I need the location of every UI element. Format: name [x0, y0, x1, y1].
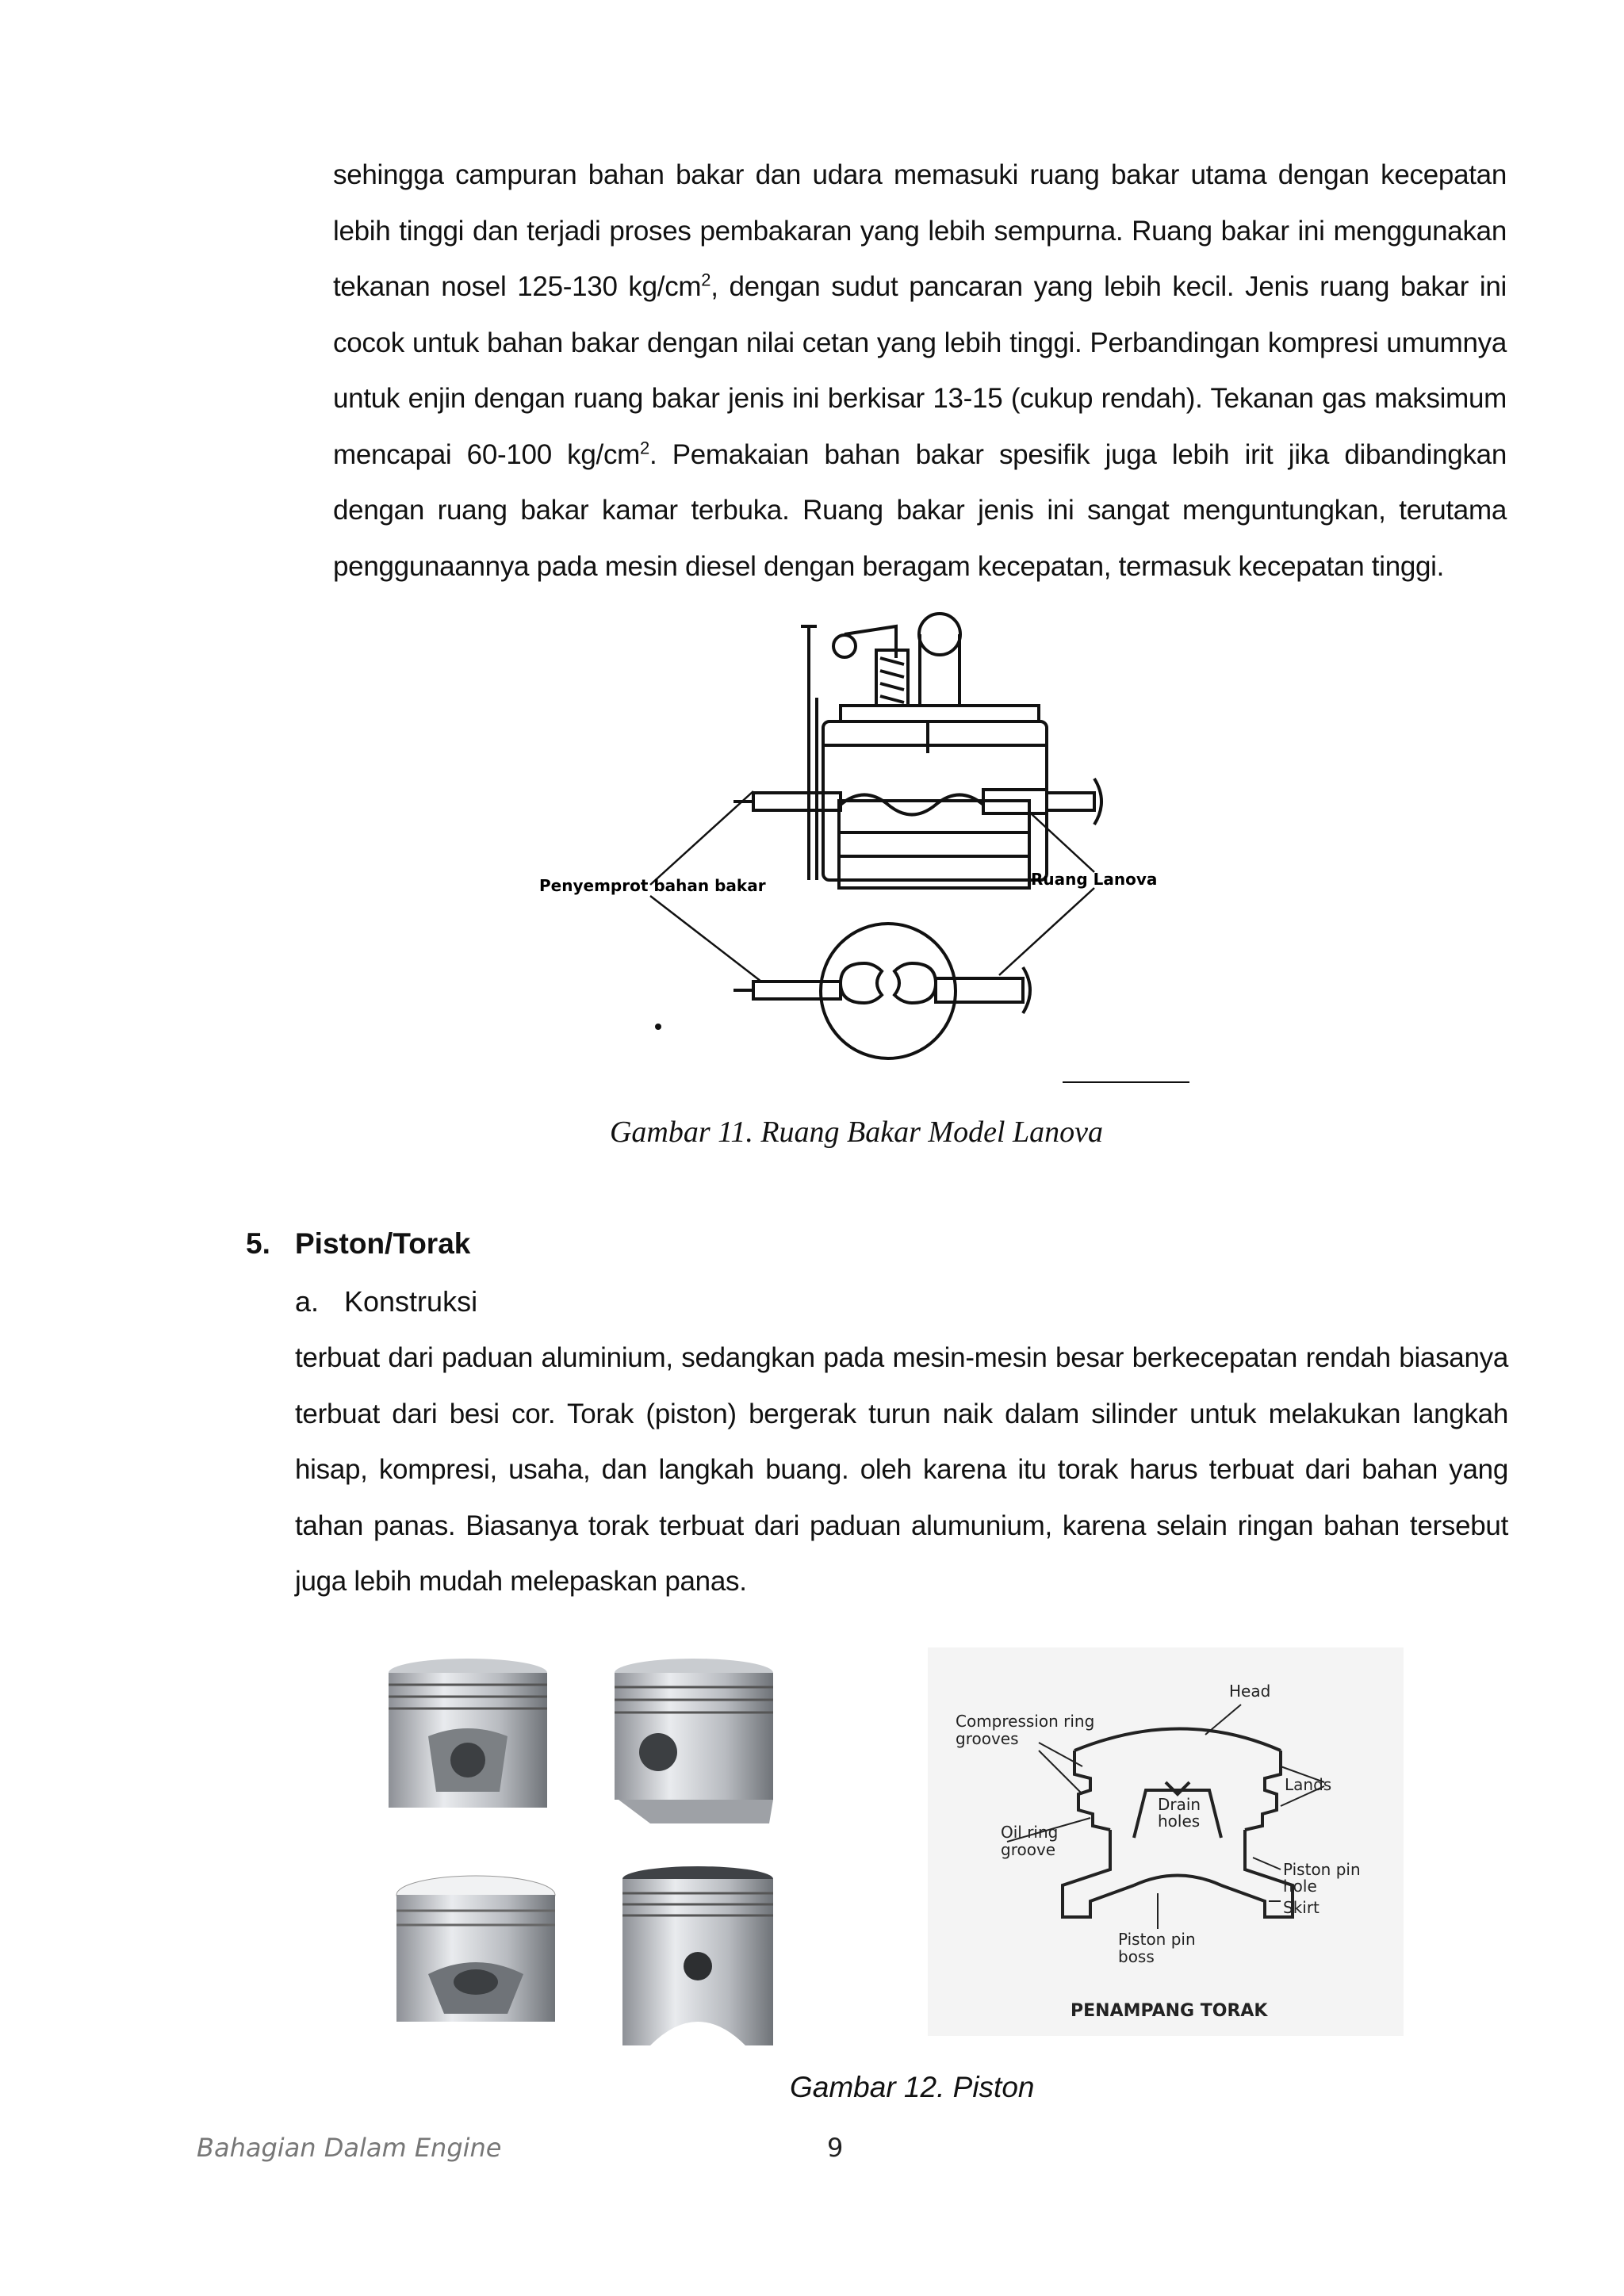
piston-section-diagram: [928, 1647, 1404, 2036]
footer-title: Bahagian Dalam Engine: [197, 2133, 502, 2163]
subsection-title: Konstruksi: [344, 1285, 478, 1318]
paragraph-text: sehingga campuran bahan bakar dan udara memasuki ruang bakar utama dengan kecepatan lebih tinggi dan terjadi proses pembakaran yang lebih sempurna. Ruang bakar ini menggunakan tekanan nosel 125-130 kg/cm: [333, 159, 1507, 302]
lanova-chamber-diagram: [523, 603, 1205, 1094]
label-lanova: Ruang Lanova: [1031, 870, 1158, 889]
superscript: 2: [701, 270, 711, 290]
label-skirt: Skirt: [1283, 1898, 1320, 1917]
page-number: 9: [827, 2133, 844, 2163]
piston-photos: [381, 1649, 809, 2061]
superscript: 2: [640, 437, 649, 457]
label-boss-1: Piston pin: [1118, 1930, 1196, 1949]
label-lands: Lands: [1285, 1775, 1332, 1794]
label-pin-hole-2: hole: [1283, 1877, 1317, 1896]
section-number: 5.: [246, 1227, 270, 1260]
intro-paragraph: [333, 147, 1507, 595]
label-compression-1: Compression ring: [956, 1712, 1095, 1731]
paragraph-text: , dengan sudut pancaran yang lebih kecil. Jenis ruang bakar ini cocok untuk bahan bakar dengan nilai cetan yang lebih tinggi. Perbandingan kompresi umumnya untuk enjin dengan ruang bakar jenis ini berkisar 13-15 (cukup rendah). Tekanan gas maksimum mencapai 60-100 kg/cm: [333, 271, 1507, 470]
subsection-letter: a.: [295, 1285, 320, 1318]
label-drain-2: holes: [1158, 1812, 1201, 1831]
label-pin-hole-1: Piston pin: [1283, 1860, 1361, 1879]
label-oil-1: Oil ring: [1001, 1823, 1059, 1842]
label-injector: Penyemprot bahan bakar: [539, 876, 766, 895]
label-drain-1: Drain: [1158, 1795, 1201, 1814]
label-boss-2: boss: [1118, 1947, 1155, 1966]
section-title: Piston/Torak: [295, 1227, 471, 1260]
section-body: terbuat dari paduan aluminium, sedangkan pada mesin-mesin besar berkecepatan rendah biasanya terbuat dari besi cor. Torak (piston) bergerak turun naik dalam silinder untuk melakukan langkah hisap, kompresi, usaha, dan langkah buang. oleh karena itu torak harus terbuat dari bahan yang tahan panas. Biasanya torak terbuat dari paduan alumunium, karena selain ringan bahan tersebut juga lebih mudah melepaskan panas.: [295, 1342, 1508, 1597]
label-section-title: PENAMPANG TORAK: [1071, 2001, 1268, 2021]
label-oil-2: groove: [1001, 1840, 1056, 1859]
label-compression-2: grooves: [956, 1729, 1019, 1748]
figure-12-caption: Gambar 12. Piston: [790, 2071, 1035, 2103]
figure-11-caption: Gambar 11. Ruang Bakar Model Lanova: [609, 1115, 1103, 1149]
label-head: Head: [1229, 1682, 1271, 1701]
paragraph-text: . Pemakaian bahan bakar spesifik juga lebih irit jika dibandingkan dengan ruang bakar kamar terbuka. Ruang bakar jenis ini sangat menguntungkan, terutama penggunaannya pada mesin diesel dengan beragam kecepatan, termasuk kecepatan tinggi.: [333, 438, 1507, 582]
